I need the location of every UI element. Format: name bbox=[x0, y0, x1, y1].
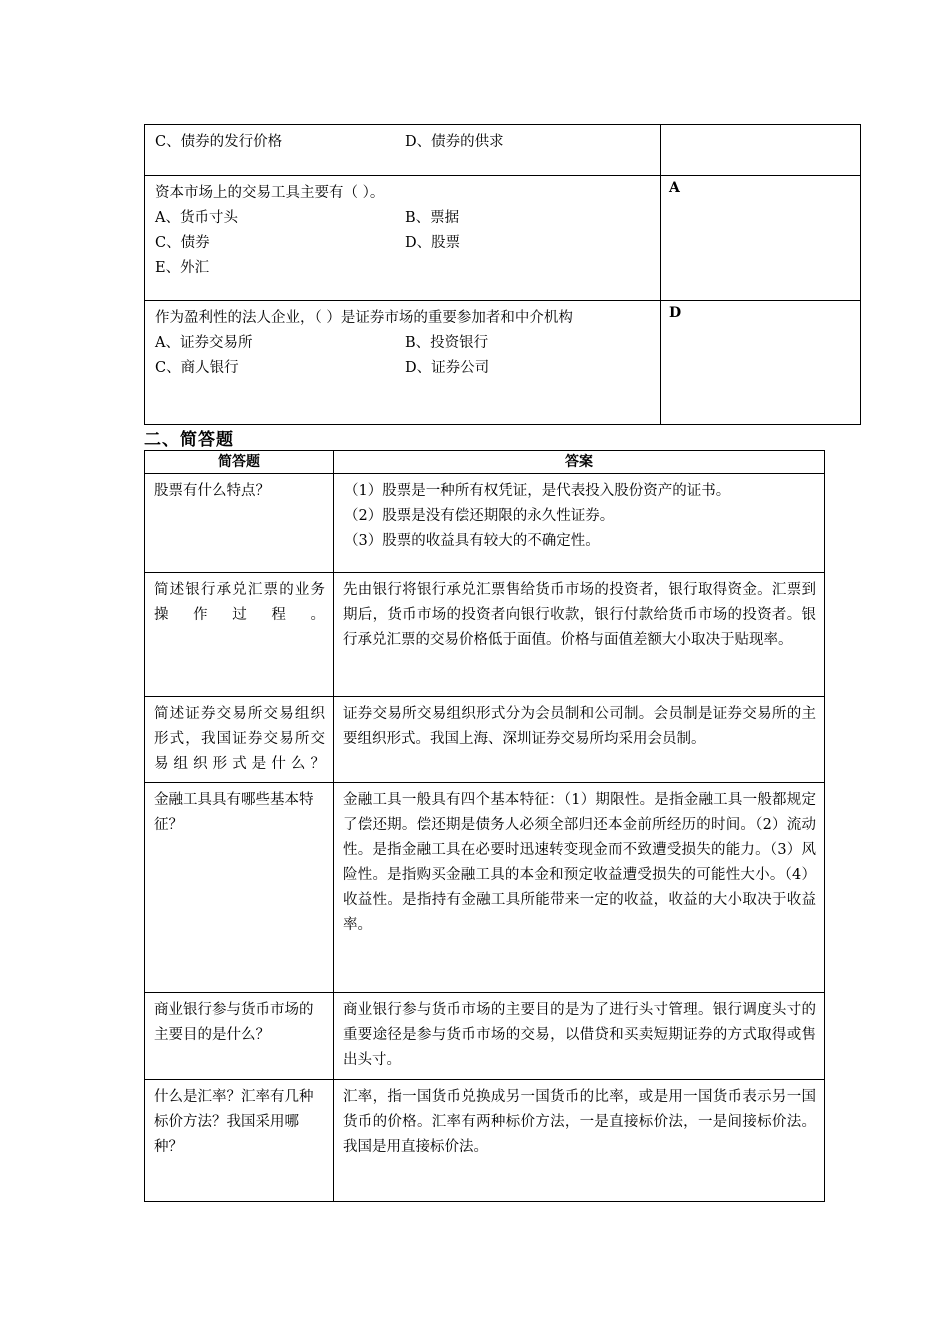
table-row bbox=[145, 783, 825, 993]
question-cell: 什么是汇率？汇率有几种标价方法？我国采用哪种？ bbox=[145, 1080, 334, 1202]
answer-cell: 先由银行将银行承兑汇票售给货币市场的投资者，银行取得资金。汇票到期后，货币市场的投资者向银行收款，银行付款给货币市场的投资者。银行承兑汇票的交易价格低于面值。价格与面值差额大小取决于贴现率。 bbox=[334, 573, 825, 697]
table-row bbox=[145, 474, 825, 573]
question-stem: 作为盈利性的法人企业，（ ）是证券市场的重要参加者和中介机构 bbox=[155, 310, 573, 326]
question-cell: 简述银行承兑汇票的业务操作过程。 bbox=[145, 573, 334, 697]
answer-cell bbox=[661, 125, 861, 176]
table-row bbox=[145, 1080, 825, 1202]
answer-cell: 商业银行参与货币市场的主要目的是为了进行头寸管理。银行调度头寸的重要途径是参与货币市场的交易，以借贷和买卖短期证券的方式取得或售出头寸。 bbox=[334, 993, 825, 1080]
multiple-choice-table bbox=[144, 124, 861, 425]
header-answer: 答案 bbox=[334, 451, 825, 474]
option-a: A、证券交易所 bbox=[155, 335, 253, 351]
question-cell bbox=[145, 176, 661, 301]
option-d: D、股票 bbox=[405, 235, 461, 251]
option-c: C、商人银行 bbox=[155, 360, 239, 376]
table-row bbox=[145, 993, 825, 1080]
question-cell bbox=[145, 301, 661, 425]
option-b: B、投资银行 bbox=[405, 335, 489, 351]
question-cell bbox=[145, 125, 661, 176]
header-question: 简答题 bbox=[145, 451, 334, 474]
answer-cell: 金融工具一般具有四个基本特征：（1）期限性。是指金融工具一般都规定了偿还期。偿还期是债务人必须全部归还本金前所经历的时间。（2）流动性。是指金融工具在必要时迅速转变现金而不致遭受损失的能力。（3）风险性。是指购买金融工具的本金和预定收益遭受损失的可能性大小。（4）收益性。是指持有金融工具所能带来一定的收益，收益的大小取决于收益率。 bbox=[334, 783, 825, 993]
question-cell: 股票有什么特点？ bbox=[145, 474, 334, 573]
table-row bbox=[145, 573, 825, 697]
answer-line: （2）股票是没有偿还期限的永久性证券。 bbox=[344, 508, 615, 524]
answer-cell: 证券交易所交易组织形式分为会员制和公司制。会员制是证券交易所的主要组织形式。我国上海、深圳证券交易所均采用会员制。 bbox=[334, 697, 825, 783]
table-row bbox=[145, 125, 861, 176]
question-cell: 商业银行参与货币市场的主要目的是什么？ bbox=[145, 993, 334, 1080]
answer-cell: 汇率，指一国货币兑换成另一国货币的比率，或是用一国货币表示另一国货币的价格。汇率有两种标价方法，一是直接标价法，一是间接标价法。我国是用直接标价法。 bbox=[334, 1080, 825, 1202]
table-row bbox=[145, 176, 861, 301]
table-row bbox=[145, 697, 825, 783]
option-c: C、债券的发行价格 bbox=[155, 134, 283, 150]
question-cell bbox=[145, 697, 334, 783]
answer-line: （1）股票是一种所有权凭证，是代表投入股份资产的证书。 bbox=[344, 483, 731, 499]
answer-cell: A bbox=[661, 176, 861, 301]
answer-line: （3）股票的收益具有较大的不确定性。 bbox=[344, 533, 600, 549]
question-stem: 资本市场上的交易工具主要有（ ）。 bbox=[155, 185, 385, 201]
option-d: D、证券公司 bbox=[405, 360, 490, 376]
option-a: A、货币寸头 bbox=[155, 210, 238, 226]
option-c: C、债券 bbox=[155, 235, 210, 251]
header-row bbox=[145, 451, 825, 474]
table-row bbox=[145, 301, 861, 425]
options-grid bbox=[155, 331, 652, 381]
short-answer-table bbox=[144, 450, 825, 1202]
option-d: D、债券的供求 bbox=[405, 134, 504, 150]
section-title: 二、简答题 bbox=[144, 430, 234, 450]
question-cell: 金融工具具有哪些基本特征？ bbox=[145, 783, 334, 993]
options-grid bbox=[155, 206, 652, 281]
answer-cell: D bbox=[661, 301, 861, 425]
question-text: 简述证券交易所交易组织形式，我国证券交易所交易组织形式是什么？ bbox=[154, 706, 325, 772]
answer-cell bbox=[334, 474, 825, 573]
options-grid bbox=[155, 130, 652, 155]
option-b: B、票据 bbox=[405, 210, 460, 226]
option-e: E、外汇 bbox=[155, 260, 210, 276]
